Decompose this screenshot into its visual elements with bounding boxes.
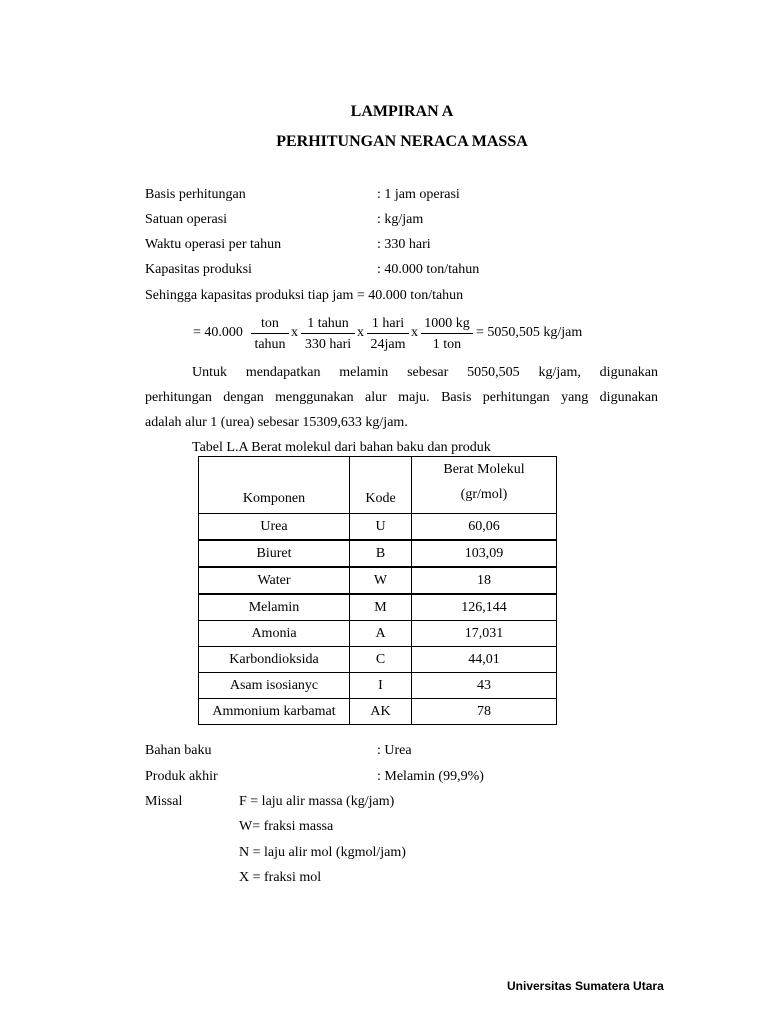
paragraph-line: adalah alur 1 (urea) sebesar 15309,633 kg/jam. (145, 415, 408, 430)
cell-berat: 126,144 (412, 594, 557, 621)
table-row (199, 514, 557, 541)
fraction-numerator: 1 hari (367, 315, 409, 334)
table-row (199, 699, 557, 725)
fraction-denominator: tahun (254, 337, 286, 352)
cell-berat: 78 (412, 699, 557, 725)
table-caption: Tabel L.A Berat molekul dari bahan baku dan produk (192, 440, 491, 455)
table-row (199, 567, 557, 594)
definition-item: W= fraksi massa (239, 819, 334, 834)
cell-kode: I (350, 673, 412, 699)
cell-berat: 60,06 (412, 514, 557, 541)
table-row (199, 673, 557, 699)
fraction-denominator: 330 hari (304, 337, 352, 352)
fraction-denominator: 24jam (370, 337, 406, 352)
molecular-weight-table (198, 456, 557, 725)
material-label: Bahan baku (145, 743, 212, 758)
cell-komponen: Biuret (199, 540, 350, 567)
cell-kode: M (350, 594, 412, 621)
table-row (199, 540, 557, 567)
cell-berat: 17,031 (412, 621, 557, 647)
paragraph-line: Untuk mendapatkan melamin sebesar 5050,505 kg/jam, digunakan (192, 365, 658, 380)
definition-item: F = laju alir massa (kg/jam) (239, 794, 395, 809)
capacity-line: Sehingga kapasitas produksi tiap jam = 40.000 ton/tahun (145, 288, 464, 303)
definition-item: X = fraksi mol (239, 870, 322, 885)
header-berat-molekul (412, 457, 557, 514)
table-header-row (199, 457, 557, 514)
fraction (421, 315, 473, 354)
fraction-numerator: 1 tahun (301, 315, 355, 334)
fraction-numerator: ton (251, 315, 289, 334)
cell-kode: U (350, 514, 412, 541)
body-paragraph (145, 360, 658, 435)
material-value: : Melamin (99,9%) (377, 769, 484, 784)
cell-berat: 44,01 (412, 647, 557, 673)
cell-kode: C (350, 647, 412, 673)
fraction (251, 315, 289, 354)
cell-berat: 43 (412, 673, 557, 699)
fraction-denominator: 1 ton (432, 337, 462, 352)
equation-result: = 5050,505 kg/jam (476, 325, 583, 340)
basis-value: : 330 hari (377, 237, 431, 252)
basis-value: : 1 jam operasi (377, 187, 460, 202)
basis-label: Basis perhitungan (145, 187, 246, 202)
cell-berat: 18 (412, 567, 557, 594)
basis-value: : kg/jam (377, 212, 424, 227)
times-sign: x (411, 325, 418, 340)
fraction (367, 315, 409, 354)
table-row (199, 594, 557, 621)
header-berat-top: Berat Molekul (443, 461, 525, 477)
paragraph-line: perhitungan dengan menggunakan alur maju. Basis perhitungan yang digunakan (145, 390, 658, 405)
basis-label: Kapasitas produksi (145, 262, 252, 277)
table-row (199, 621, 557, 647)
material-value: : Urea (377, 743, 412, 758)
header-kode: Kode (350, 457, 412, 514)
cell-komponen: Melamin (199, 594, 350, 621)
equation-prefix: = 40.000 (193, 325, 243, 340)
page-subtitle: PERHITUNGAN NERACA MASSA (276, 133, 528, 150)
cell-komponen: Water (199, 567, 350, 594)
definition-item: N = laju alir mol (kgmol/jam) (239, 845, 406, 860)
times-sign: x (357, 325, 364, 340)
cell-kode: AK (350, 699, 412, 725)
fraction-numerator: 1000 kg (421, 315, 473, 334)
cell-komponen: Urea (199, 514, 350, 541)
cell-kode: A (350, 621, 412, 647)
cell-kode: W (350, 567, 412, 594)
table-row (199, 647, 557, 673)
missal-label: Missal (145, 794, 183, 809)
cell-kode: B (350, 540, 412, 567)
header-berat-unit: (gr/mol) (460, 486, 508, 502)
cell-komponen: Amonia (199, 621, 350, 647)
header-komponen: Komponen (199, 457, 350, 514)
basis-label: Satuan operasi (145, 212, 228, 227)
basis-value: : 40.000 ton/tahun (377, 262, 480, 277)
page-footer: Universitas Sumatera Utara (507, 979, 664, 993)
times-sign: x (291, 325, 298, 340)
page-title: LAMPIRAN A (350, 103, 454, 120)
cell-komponen: Ammonium karbamat (199, 699, 350, 725)
material-label: Produk akhir (145, 769, 218, 784)
cell-komponen: Karbondioksida (199, 647, 350, 673)
fraction (301, 315, 355, 354)
basis-label: Waktu operasi per tahun (145, 237, 282, 252)
cell-komponen: Asam isosianyc (199, 673, 350, 699)
cell-berat: 103,09 (412, 540, 557, 567)
